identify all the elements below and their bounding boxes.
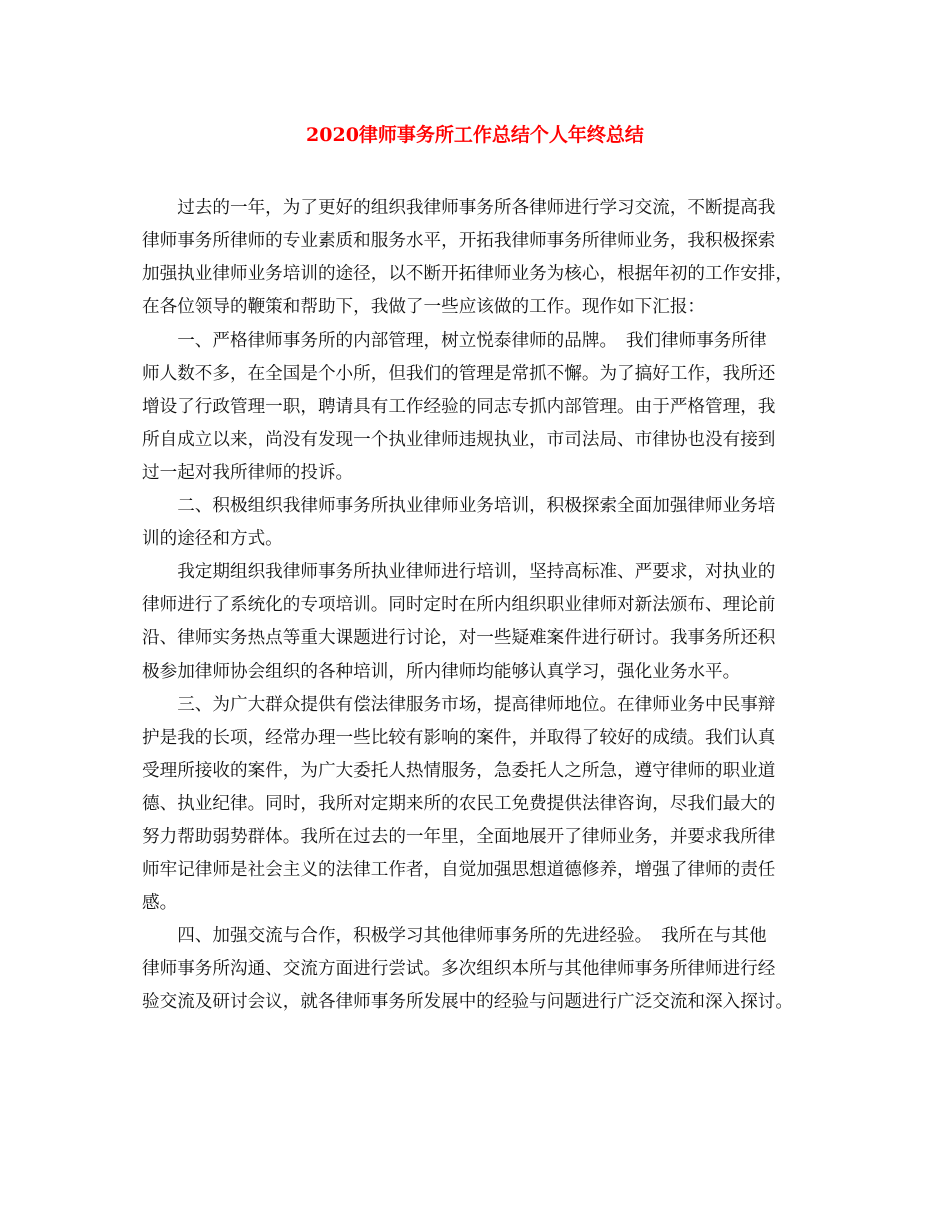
document-title: 2020律师事务所工作总结个人年终总结 [306, 124, 644, 146]
body-line: 德、执业纪律。同时，我所对定期来所的农民工免费提供法律咨询，尽我们最大的 [142, 794, 776, 814]
body-line: 加强执业律师业务培训的途径，以不断开拓律师业务为核心，根据年初的工作安排， [142, 264, 793, 284]
body-line: 感。 [142, 893, 178, 913]
body-line: 二、积极组织我律师事务所执业律师业务培训，积极探索全面加强律师业务培 [142, 496, 776, 516]
body-line: 所自成立以来，尚没有发现一个执业律师违规执业，市司法局、市律协也没有接到 [142, 430, 776, 450]
body-line: 律师事务所律师的专业素质和服务水平，开拓我律师事务所律师业务，我积极探索 [142, 231, 776, 251]
body-line: 四、加强交流与合作，积极学习其他律师事务所的先进经验。 我所在与其他 [142, 926, 767, 946]
body-line: 训的途径和方式。 [142, 529, 283, 549]
body-line: 我定期组织我律师事务所执业律师进行培训，坚持高标准、严要求，对执业的 [142, 562, 776, 582]
body-line: 努力帮助弱势群体。我所在过去的一年里，全面地展开了律师业务，并要求我所律 [142, 827, 776, 847]
body-line: 增设了行政管理一职，聘请具有工作经验的同志专抓内部管理。由于严格管理，我 [142, 397, 776, 417]
body-line: 在各位领导的鞭策和帮助下，我做了一些应该做的工作。现作如下汇报： [142, 297, 706, 317]
body-line: 极参加律师协会组织的各种培训，所内律师均能够认真学习，强化业务水平。 [142, 662, 741, 682]
body-line: 一、严格律师事务所的内部管理，树立悦泰律师的品牌。 我们律师事务所律 [142, 331, 767, 351]
body-line: 师牢记律师是社会主义的法律工作者，自觉加强思想道德修养，增强了律师的责任 [142, 860, 776, 880]
body-line: 律师进行了系统化的专项培训。同时定时在所内组织职业律师对新法颁布、理论前 [142, 595, 776, 615]
body-line: 律师事务所沟通、交流方面进行尝试。多次组织本所与其他律师事务所律师进行经 [142, 959, 776, 979]
body-line: 受理所接收的案件，为广大委托人热情服务，急委托人之所急，遵守律师的职业道 [142, 761, 776, 781]
body-line: 过一起对我所律师的投诉。 [142, 463, 354, 483]
body-line: 护是我的长项，经常办理一些比较有影响的案件，并取得了较好的成绩。我们认真 [142, 728, 776, 748]
body-line: 师人数不多，在全国是个小所，但我们的管理是常抓不懈。为了搞好工作，我所还 [142, 364, 776, 384]
body-line: 过去的一年，为了更好的组织我律师事务所各律师进行学习交流，不断提高我 [142, 198, 776, 218]
body-line: 三、为广大群众提供有偿法律服务市场，提高律师地位。在律师业务中民事辩 [142, 695, 776, 715]
body-line: 验交流及研讨会议，就各律师事务所发展中的经验与问题进行广泛交流和深入探讨。 [142, 992, 793, 1012]
body-line: 沿、律师实务热点等重大课题进行讨论，对一些疑难案件进行研讨。我事务所还积 [142, 628, 776, 648]
